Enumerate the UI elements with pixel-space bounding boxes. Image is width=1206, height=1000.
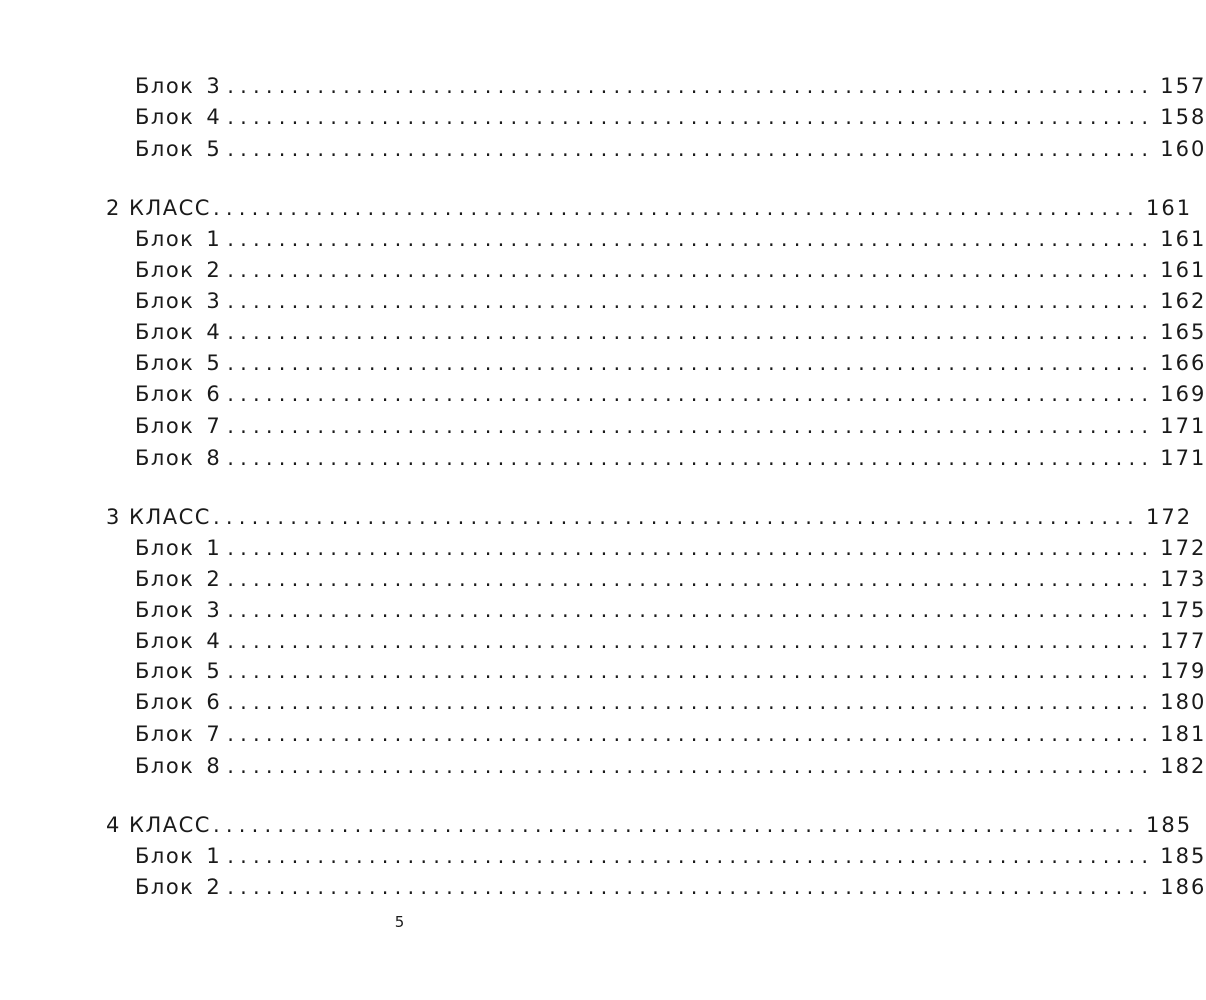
- toc-page-number: 181: [1160, 722, 1206, 746]
- toc-entry[interactable]: [135, 844, 1206, 870]
- toc-entry[interactable]: [135, 722, 1206, 748]
- toc-leader-dots: ........................................................................: [227, 659, 1155, 683]
- toc-leader-dots: ........................................................................: [227, 137, 1155, 161]
- toc-entry[interactable]: [135, 446, 1206, 472]
- toc-entry-title: Блок: [135, 227, 195, 251]
- toc-entry-number: 8: [206, 446, 222, 470]
- toc-leader-dots: ........................................................................: [227, 74, 1155, 98]
- toc-page-number: 180: [1160, 690, 1206, 714]
- toc-entry-number: 7: [206, 414, 222, 438]
- toc-entry-number: 3: [206, 598, 222, 622]
- toc-entry-title: Блок: [135, 137, 195, 161]
- toc-leader-dots: ........................................................................: [227, 258, 1155, 282]
- toc-entry[interactable]: [135, 227, 1206, 253]
- toc-entry-title: Блок: [135, 414, 195, 438]
- toc-section-title: 4 КЛАСС: [106, 813, 211, 837]
- toc-entry-number: 7: [206, 722, 222, 746]
- toc-entry[interactable]: [135, 754, 1206, 780]
- toc-entry[interactable]: [135, 629, 1206, 655]
- toc-entry-title: Блок: [135, 844, 195, 868]
- toc-leader-dots: ........................................................................: [227, 754, 1155, 778]
- toc-page-number: 171: [1160, 414, 1206, 438]
- toc-page-number: 162: [1160, 289, 1206, 313]
- toc-leader-dots: ........................................................................: [212, 196, 1140, 220]
- toc-page-number: 157: [1160, 74, 1206, 98]
- toc-page-number: 182: [1160, 754, 1206, 778]
- toc-entry[interactable]: [135, 875, 1206, 901]
- toc-page-number: 172: [1145, 505, 1193, 529]
- toc-entry[interactable]: [135, 289, 1206, 315]
- toc-entry-number: 5: [206, 659, 222, 683]
- toc-entry-number: 3: [206, 289, 222, 313]
- toc-entry-title: Блок: [135, 629, 195, 653]
- toc-leader-dots: ........................................................................: [227, 875, 1155, 899]
- toc-leader-dots: ........................................................................: [227, 722, 1155, 746]
- toc-page-number: 175: [1160, 598, 1206, 622]
- toc-entry-title: Блок: [135, 722, 195, 746]
- toc-entry[interactable]: [135, 567, 1206, 593]
- toc-leader-dots: ........................................................................: [227, 105, 1155, 129]
- toc-entry-title: Блок: [135, 875, 195, 899]
- toc-section-heading[interactable]: [106, 813, 1193, 839]
- toc-page-number: 165: [1160, 320, 1206, 344]
- toc-leader-dots: ........................................................................: [227, 598, 1155, 622]
- toc-page-number: 161: [1145, 196, 1193, 220]
- toc-entry[interactable]: [135, 536, 1206, 562]
- toc-entry-title: Блок: [135, 754, 195, 778]
- toc-page-number: 172: [1160, 536, 1206, 560]
- toc-leader-dots: ........................................................................: [212, 505, 1140, 529]
- toc-entry[interactable]: [135, 258, 1206, 284]
- toc-page-number: 185: [1160, 844, 1206, 868]
- toc-page-number: 160: [1160, 137, 1206, 161]
- toc-section-heading[interactable]: [106, 196, 1193, 222]
- toc-entry-number: 8: [206, 754, 222, 778]
- toc-page-number: 179: [1160, 659, 1206, 683]
- toc-entry[interactable]: [135, 414, 1206, 440]
- toc-entry-title: Блок: [135, 320, 195, 344]
- toc-entry-title: Блок: [135, 536, 195, 560]
- toc-entry-title: Блок: [135, 289, 195, 313]
- toc-entry[interactable]: [135, 598, 1206, 624]
- toc-entry-number: 5: [206, 351, 222, 375]
- toc-leader-dots: ........................................................................: [212, 813, 1140, 837]
- toc-leader-dots: ........................................................................: [227, 844, 1155, 868]
- toc-entry-title: Блок: [135, 446, 195, 470]
- toc-leader-dots: ........................................................................: [227, 567, 1155, 591]
- toc-section-title: 2 КЛАСС: [106, 196, 211, 220]
- toc-leader-dots: ........................................................................: [227, 289, 1155, 313]
- toc-entry-number: 4: [206, 629, 222, 653]
- toc-entry[interactable]: [135, 137, 1206, 163]
- toc-entry-number: 5: [206, 137, 222, 161]
- toc-page-number: 173: [1160, 567, 1206, 591]
- toc-page-number: 186: [1160, 875, 1206, 899]
- toc-page-number: 161: [1160, 258, 1206, 282]
- toc-entry-title: Блок: [135, 690, 195, 714]
- toc-entry[interactable]: [135, 659, 1206, 685]
- toc-page-number: 177: [1160, 629, 1206, 653]
- toc-leader-dots: ........................................................................: [227, 414, 1155, 438]
- toc-entry-title: Блок: [135, 258, 195, 282]
- page-number: 5: [394, 913, 406, 931]
- toc-entry[interactable]: [135, 105, 1206, 131]
- toc-leader-dots: ........................................................................: [227, 446, 1155, 470]
- toc-entry[interactable]: [135, 74, 1206, 100]
- toc-entry-number: 2: [206, 258, 222, 282]
- toc-leader-dots: ........................................................................: [227, 690, 1155, 714]
- toc-entry-title: Блок: [135, 105, 195, 129]
- toc-section-title: 3 КЛАСС: [106, 505, 211, 529]
- toc-entry-title: Блок: [135, 382, 195, 406]
- toc-page-number: 171: [1160, 446, 1206, 470]
- toc-entry-number: 6: [206, 382, 222, 406]
- toc-entry[interactable]: [135, 351, 1206, 377]
- toc-entry-number: 1: [206, 536, 222, 560]
- toc-entry-number: 6: [206, 690, 222, 714]
- toc-entry-title: Блок: [135, 567, 195, 591]
- toc-leader-dots: ........................................................................: [227, 351, 1155, 375]
- toc-page-number: 169: [1160, 382, 1206, 406]
- toc-entry[interactable]: [135, 382, 1206, 408]
- toc-leader-dots: ........................................................................: [227, 320, 1155, 344]
- toc-entry-title: Блок: [135, 598, 195, 622]
- toc-page-number: 161: [1160, 227, 1206, 251]
- toc-page-number: 166: [1160, 351, 1206, 375]
- toc-entry-title: Блок: [135, 659, 195, 683]
- toc-entry-number: 3: [206, 74, 222, 98]
- toc-section-heading[interactable]: [106, 505, 1193, 531]
- toc-entry-number: 4: [206, 105, 222, 129]
- toc-entry[interactable]: [135, 320, 1206, 346]
- toc-page-number: 158: [1160, 105, 1206, 129]
- toc-leader-dots: ........................................................................: [227, 382, 1155, 406]
- toc-entry-title: Блок: [135, 74, 195, 98]
- toc-entry-number: 1: [206, 227, 222, 251]
- toc-leader-dots: ........................................................................: [227, 227, 1155, 251]
- toc-page-number: 185: [1145, 813, 1193, 837]
- toc-entry[interactable]: [135, 690, 1206, 716]
- toc-entry-number: 2: [206, 875, 222, 899]
- toc-entry-title: Блок: [135, 351, 195, 375]
- toc-leader-dots: ........................................................................: [227, 629, 1155, 653]
- toc-entry-number: 1: [206, 844, 222, 868]
- toc-leader-dots: ........................................................................: [227, 536, 1155, 560]
- toc-entry-number: 4: [206, 320, 222, 344]
- toc-entry-number: 2: [206, 567, 222, 591]
